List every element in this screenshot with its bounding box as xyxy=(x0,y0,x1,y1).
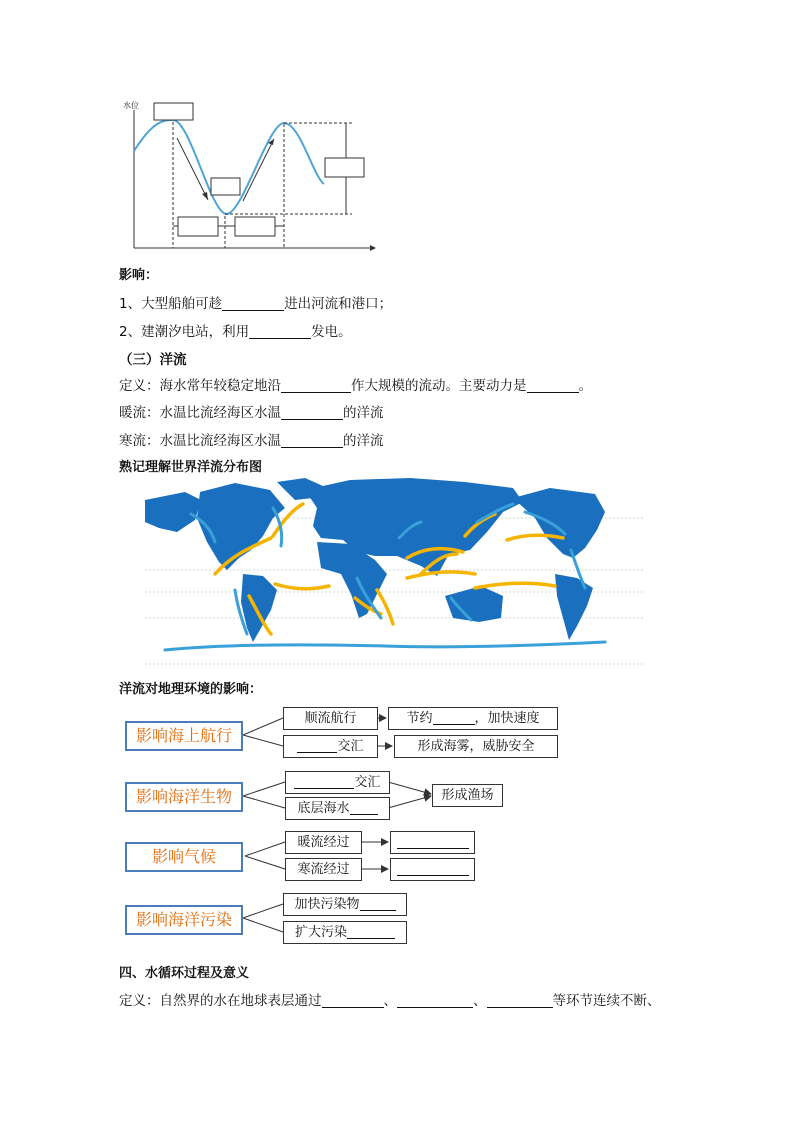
text-segment: 加快污染物 xyxy=(294,897,360,912)
answer-blank xyxy=(397,835,469,849)
text-segment: 的洋流 xyxy=(343,433,384,449)
topic-ocean-pollution: 影响海洋污染 xyxy=(125,905,243,935)
text-segment: 扩大污染 xyxy=(294,925,347,940)
text-segment: 。 xyxy=(578,378,592,394)
text-segment: 、 xyxy=(473,993,487,1009)
box-fishing-ground: 形成渔场 xyxy=(432,784,503,807)
box-speed-up-pollutants xyxy=(283,893,407,916)
box-downstream-sailing: 顺流航行 xyxy=(283,707,378,730)
topic-navigation: 影响海上航行 xyxy=(125,721,243,751)
text-segment: 进出河流和港口； xyxy=(284,296,393,312)
text-segment: 交汇 xyxy=(337,739,364,754)
answer-blank xyxy=(294,775,354,789)
water-cycle-definition xyxy=(119,989,661,1009)
box-current-convergence-blank xyxy=(283,735,378,758)
text-segment: 、 xyxy=(383,993,397,1009)
answer-blank xyxy=(397,993,473,1008)
answer-blank xyxy=(397,862,469,876)
box-save-time xyxy=(388,707,558,730)
text-segment: 交汇 xyxy=(354,775,381,790)
text-segment: ，加快速度 xyxy=(474,711,540,726)
answer-blank xyxy=(487,993,553,1008)
box-expand-pollution xyxy=(283,921,407,944)
box-warm-current-passing: 暖流经过 xyxy=(285,831,362,854)
answer-blank xyxy=(322,993,384,1008)
text-segment: 等环节连续不断、 xyxy=(552,993,661,1009)
answer-blank xyxy=(360,897,396,911)
section-water-cycle-heading: 四、水循环过程及意义 xyxy=(119,966,250,981)
text-segment: 节约 xyxy=(406,711,433,726)
y-axis-label: 水位 xyxy=(123,101,139,110)
answer-blank xyxy=(347,925,395,939)
answer-blank xyxy=(297,739,337,753)
box-sea-fog: 形成海雾，威胁安全 xyxy=(394,735,558,758)
answer-blank xyxy=(350,801,378,815)
section-ocean-currents-heading: （三）洋流 xyxy=(119,352,187,368)
box-cold-effect-blank xyxy=(390,858,475,881)
box-bottom-water xyxy=(285,797,390,820)
text-segment: 底层海水 xyxy=(297,801,350,816)
box-warm-effect-blank xyxy=(390,831,475,854)
map-title: 熟记理解世界洋流分布图 xyxy=(119,460,263,475)
influence-heading: 影响： xyxy=(119,268,159,283)
text-segment: 寒流：水温比流经海区水温 xyxy=(119,433,281,449)
text-segment: 暖流：水温比流经海区水温 xyxy=(119,405,281,421)
box-cold-current-passing: 寒流经过 xyxy=(285,858,362,881)
text-segment: 定义：自然界的水在地球表层通过 xyxy=(119,993,322,1009)
text-segment: 作大规模的流动。主要动力是 xyxy=(351,378,527,394)
text-segment: 2、建潮汐电站，利用 xyxy=(119,324,250,340)
topic-climate: 影响气候 xyxy=(125,842,243,872)
topic-marine-life: 影响海洋生物 xyxy=(125,782,243,812)
text-segment: 发电。 xyxy=(311,324,352,340)
text-segment: 1、大型船舶可趁 xyxy=(119,296,223,312)
text-segment: 的洋流 xyxy=(343,405,384,421)
impact-heading: 洋流对地理环境的影响： xyxy=(119,682,263,697)
answer-blank xyxy=(433,711,475,725)
box-convergence-blank xyxy=(285,771,390,794)
text-segment: 定义：海水常年较稳定地沿 xyxy=(119,378,281,394)
